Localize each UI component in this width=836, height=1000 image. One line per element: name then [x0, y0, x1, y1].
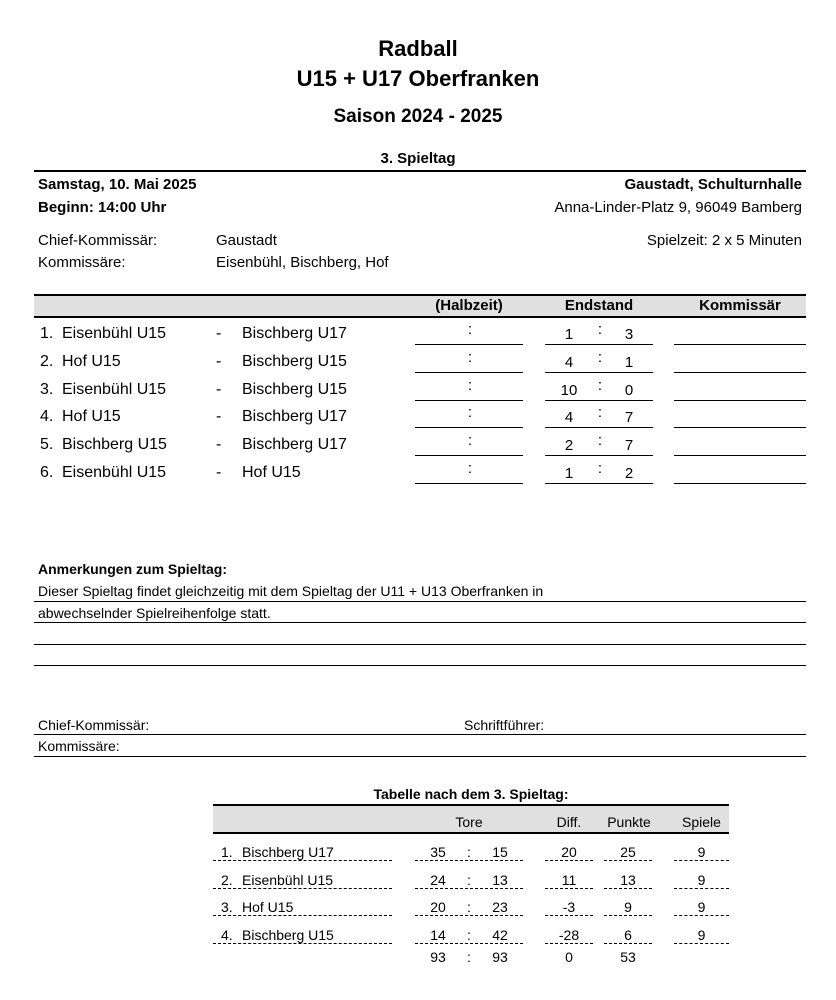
games-table-header-rule [34, 316, 806, 318]
standings-team-rule [213, 943, 392, 944]
standings-diff-rule [545, 943, 593, 944]
goals-header: Tore [455, 814, 483, 830]
notes-line-2: abwechselnder Spielreihenfolge statt. [38, 605, 271, 621]
halftime-rule [415, 400, 523, 401]
standings-header-rule [213, 832, 729, 834]
standings-team-rule [213, 915, 392, 916]
away-score: 0 [624, 381, 634, 399]
notes-rule-4 [34, 665, 806, 666]
halftime-header: (Halbzeit) [435, 297, 503, 314]
total-goals-against: 93 [492, 949, 508, 965]
standings-diff-rule [545, 860, 593, 861]
standings-goals-for: 24 [430, 871, 446, 888]
total-diff: 0 [565, 949, 573, 965]
halftime-colon: : [467, 321, 473, 338]
standings-points-rule [604, 888, 652, 889]
halftime-colon: : [467, 376, 473, 394]
standings-points: 25 [620, 844, 636, 860]
standings-team: Eisenbühl U15 [242, 871, 334, 888]
notes-rule-1 [34, 601, 806, 602]
final-score-rule [545, 344, 653, 345]
home-score: 2 [564, 437, 574, 455]
notes-heading: Anmerkungen zum Spieltag: [38, 561, 228, 577]
home-score: 1 [564, 326, 574, 343]
standings-goals-against: 23 [492, 899, 508, 916]
games-header: Spiele [682, 814, 721, 830]
commissioner-rule [674, 372, 806, 373]
standings-rank: 1. [221, 844, 233, 860]
home-score: 4 [564, 409, 574, 427]
standings-games: 9 [697, 844, 706, 860]
signature-chief-label: Chief-Kommissär: [38, 717, 150, 733]
halftime-rule [415, 455, 523, 456]
standings-goals-rule [415, 915, 523, 916]
standings-colon: : [467, 899, 471, 916]
final-score-rule [545, 372, 653, 373]
game-dash: - [216, 436, 222, 454]
document-title: Radball [378, 36, 458, 61]
standings-games: 9 [697, 871, 706, 888]
halftime-rule [415, 344, 523, 345]
home-team: Eisenbühl U15 [62, 380, 167, 398]
home-team: Bischberg U15 [62, 436, 167, 454]
standings-diff: -3 [562, 899, 576, 916]
season-label: Saison 2024 - 2025 [333, 106, 503, 127]
away-score: 7 [624, 437, 634, 455]
diff-header: Diff. [556, 814, 582, 830]
standings-diff-rule [545, 915, 593, 916]
signature-commissioners-label: Kommissäre: [38, 738, 120, 754]
standings-colon: : [467, 844, 471, 860]
standings-team-rule [213, 860, 392, 861]
venue-address: Anna-Linder-Platz 9, 96049 Bamberg [554, 199, 802, 216]
away-score: 7 [624, 409, 634, 427]
standings-points: 9 [624, 899, 632, 916]
standings-team: Bischberg U17 [242, 844, 334, 860]
score-colon: : [597, 432, 603, 450]
score-colon: : [597, 460, 603, 477]
commissioner-rule [674, 400, 806, 401]
standings-games: 9 [697, 927, 706, 944]
standings-diff: 11 [561, 871, 577, 888]
notes-rule-2 [34, 622, 806, 623]
home-team: Hof U15 [62, 352, 121, 370]
away-team: Bischberg U17 [242, 325, 347, 342]
standings-rank: 2. [221, 871, 233, 888]
standings-rank: 4. [221, 927, 233, 944]
standings-colon: : [467, 871, 471, 888]
final-score-rule [545, 427, 653, 428]
game-dash: - [216, 408, 222, 426]
standings-goals-rule [415, 860, 523, 861]
away-score: 1 [624, 353, 634, 371]
signature-rule-2 [34, 756, 806, 757]
start-time: Beginn: 14:00 Uhr [38, 199, 167, 216]
commissioner-header: Kommissär [699, 297, 781, 314]
standings-points-rule [604, 860, 652, 861]
chief-commissioner-value: Gaustadt [216, 232, 277, 249]
game-dash: - [216, 352, 222, 370]
standings-games: 9 [697, 899, 706, 916]
standings-diff: 20 [561, 844, 577, 860]
standings-games-rule [674, 860, 729, 861]
standings-goals-rule [415, 888, 523, 889]
home-score: 4 [564, 353, 574, 371]
halftime-colon: : [467, 348, 473, 366]
total-colon: : [467, 949, 471, 965]
standings-team: Hof U15 [242, 899, 294, 916]
points-header: Punkte [607, 814, 651, 830]
standings-diff: -28 [558, 927, 580, 944]
document-subtitle: U15 + U17 Oberfranken [296, 66, 540, 91]
score-colon: : [597, 348, 603, 366]
final-score-rule [545, 483, 653, 484]
away-score: 2 [624, 465, 634, 482]
standings-title: Tabelle nach dem 3. Spieltag: [373, 786, 569, 802]
notes-rule-3 [34, 644, 806, 645]
game-number: 1. [40, 325, 54, 342]
home-team: Eisenbühl U15 [62, 464, 167, 481]
standings-points-rule [604, 915, 652, 916]
standings-games-rule [674, 888, 729, 889]
commissioners-value: Eisenbühl, Bischberg, Hof [216, 254, 389, 271]
score-colon: : [597, 376, 603, 394]
score-colon: : [597, 321, 603, 338]
standings-team: Bischberg U15 [242, 927, 334, 944]
halftime-rule [415, 483, 523, 484]
game-dash: - [216, 464, 222, 481]
standings-points: 13 [620, 871, 636, 888]
home-score: 10 [560, 381, 578, 399]
final-score-rule [545, 400, 653, 401]
home-team: Hof U15 [62, 408, 121, 426]
header-rule [34, 170, 806, 172]
standings-goals-against: 15 [492, 844, 508, 860]
halftime-rule [415, 427, 523, 428]
commissioner-rule [674, 483, 806, 484]
away-team: Bischberg U15 [242, 352, 347, 370]
home-team: Eisenbühl U15 [62, 325, 167, 342]
play-time: Spielzeit: 2 x 5 Minuten [646, 232, 802, 249]
game-number: 5. [40, 436, 54, 454]
away-team: Bischberg U17 [242, 436, 347, 454]
standings-goals-rule [415, 943, 523, 944]
standings-games-rule [674, 943, 729, 944]
chief-commissioner-label: Chief-Kommissär: [38, 232, 158, 249]
standings-diff-rule [545, 888, 593, 889]
game-dash: - [216, 325, 222, 342]
halftime-rule [415, 372, 523, 373]
venue: Gaustadt, Schulturnhalle [624, 176, 802, 193]
game-number: 6. [40, 464, 54, 481]
total-goals-for: 93 [430, 949, 446, 965]
notes-line-1: Dieser Spieltag findet gleichzeitig mit dem Spieltag der U11 + U13 Oberfranken in [38, 583, 544, 599]
away-team: Bischberg U15 [242, 380, 347, 398]
away-team: Hof U15 [242, 464, 301, 481]
commissioner-rule [674, 455, 806, 456]
halftime-colon: : [467, 404, 473, 422]
halftime-colon: : [467, 460, 473, 477]
final-score-rule [545, 455, 653, 456]
commissioners-label: Kommissäre: [38, 254, 126, 271]
halftime-colon: : [467, 432, 473, 450]
standings-points-rule [604, 943, 652, 944]
commissioner-rule [674, 427, 806, 428]
standings-games-rule [674, 915, 729, 916]
signature-rule-1 [34, 734, 806, 735]
game-number: 2. [40, 352, 54, 370]
total-points: 53 [620, 949, 636, 965]
standings-points: 6 [624, 927, 632, 944]
standings-goals-for: 14 [430, 927, 446, 944]
game-dash: - [216, 380, 222, 398]
final-score-header: Endstand [564, 297, 634, 314]
home-score: 1 [564, 465, 574, 482]
standings-team-rule [213, 888, 392, 889]
commissioner-rule [674, 344, 806, 345]
standings-goals-for: 35 [430, 844, 446, 860]
standings-colon: : [467, 927, 471, 944]
match-date: Samstag, 10. Mai 2025 [38, 176, 197, 193]
standings-goals-against: 42 [492, 927, 508, 944]
game-number: 4. [40, 408, 54, 426]
standings-rank: 3. [221, 899, 233, 916]
matchday-label: 3. Spieltag [380, 150, 456, 167]
away-team: Bischberg U17 [242, 408, 347, 426]
signature-writer-label: Schriftführer: [464, 717, 545, 733]
away-score: 3 [624, 326, 634, 343]
standings-goals-for: 20 [430, 899, 446, 916]
score-colon: : [597, 404, 603, 422]
standings-goals-against: 13 [492, 871, 508, 888]
game-number: 3. [40, 380, 54, 398]
